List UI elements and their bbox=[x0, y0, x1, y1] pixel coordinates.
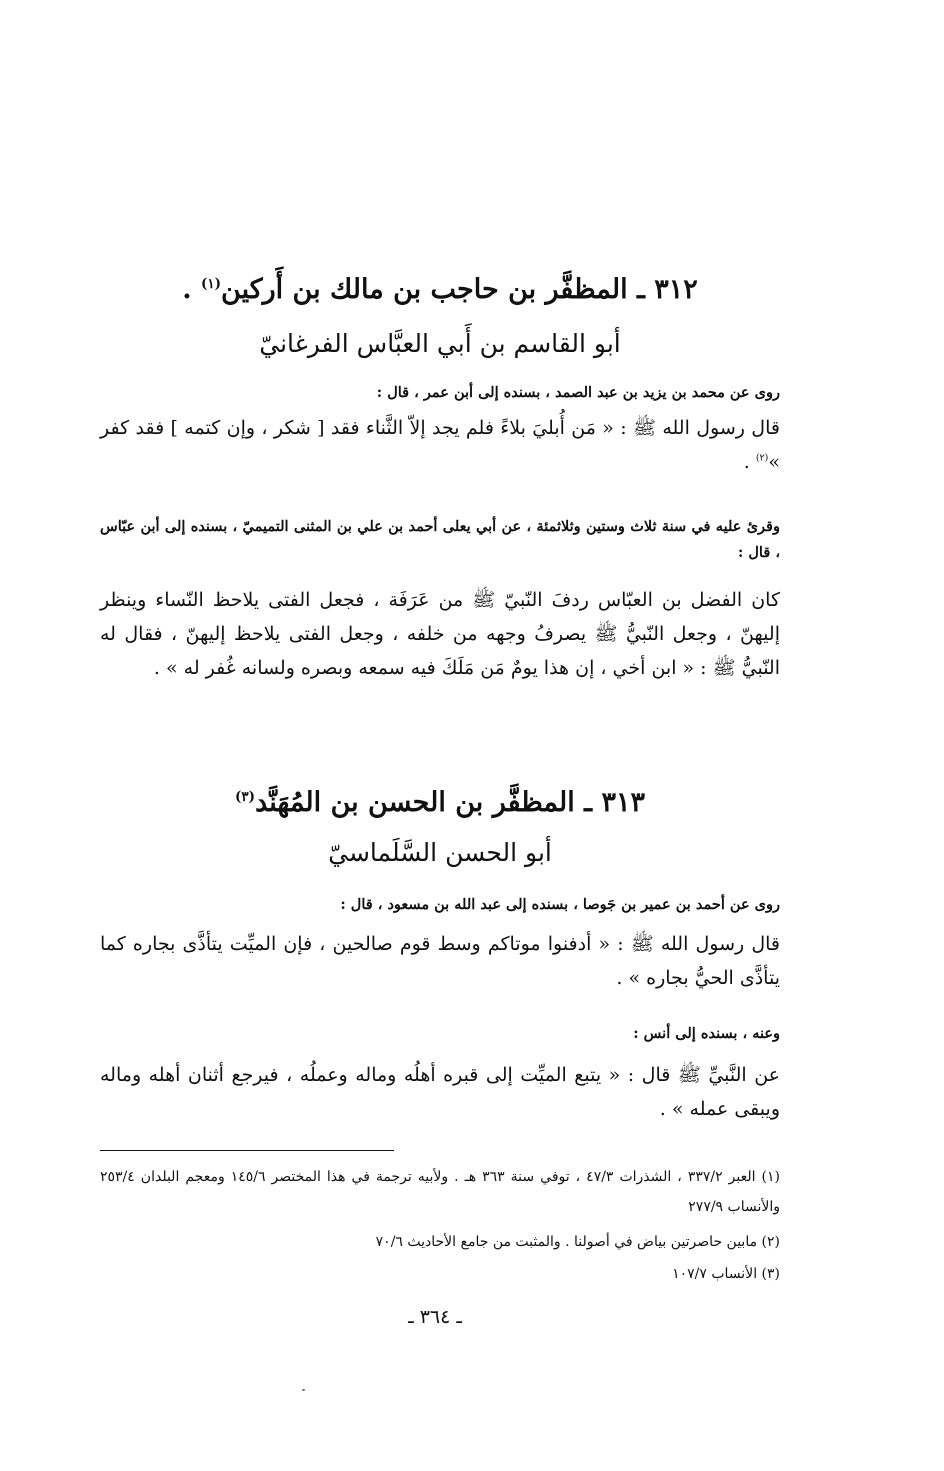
entry-313-kunya: أبو الحسن السَّلَماسيّ bbox=[328, 838, 552, 867]
entry-313-narration-2-text: عن النَّبيِّ ﷺ قال : « يتبع الميِّت إلى قبره أهلُه وماله وعملُه ، فيرجع أثنان أهله وماله ويبقى عمله » . bbox=[100, 1064, 780, 1120]
footnote-3: (٣) الأنساب ١٠٧/٧ bbox=[672, 1266, 780, 1282]
entry-312-title: ٣١٢ ـ المظفَّر بن حاجب بن مالك بن أَركين$^{(١)}$ . bbox=[182, 274, 698, 305]
entry-312-narration-2-text: كان الفضل بن العبّاس ردفَ النّبيّ ﷺ من عَرَفَة ، فجعل الفتى يلاحظ النّساء وينظر إليهنّ ، وجعل النّبيُّ ﷺ يصرفُ وجهه من خلفه ، وجعل الفتى يلاحظ إليهنّ ، فقال له النّبيُّ ﷺ : « ابن أخي ، إن هذا يومٌ مَن مَلَكَ فيه سمعه وبصره ولسانه غُفر له » . bbox=[100, 589, 780, 679]
entry-312-narration-1-intro: روى عن محمد بن يزيد بن عبد الصمد ، بسنده إلى أبن عمر ، قال : bbox=[376, 384, 780, 401]
page-number: ـ ٣٦٤ ـ bbox=[408, 1306, 462, 1328]
footnote-ref-3: (٣) bbox=[235, 789, 256, 805]
footnote-separator bbox=[100, 1150, 394, 1151]
entry-313-title: ٣١٣ ـ المظفَّر بن الحسن بن المُهَنَّد$^{(٣)}$ bbox=[235, 787, 645, 818]
scan-speck bbox=[302, 1389, 305, 1391]
entry-313-narration-1-intro: روى عن أحمد بن عمير بن جَوصا ، بسنده إلى عبد الله بن مسعود ، قال : bbox=[340, 896, 780, 913]
entry-312-narration-1-text: قال رسول الله ﷺ : « مَن أُبليَ بلاءً فلم يجد إلاّ الثَّناء فقد [ شكر ، وإن كتمه ] فقد كفر »$^{(٢)}$ . bbox=[100, 417, 780, 473]
footnote-ref-2: (٢) bbox=[755, 452, 769, 464]
entry-312-kunya: أبو القاسم بن أَبي العبَّاس الفرغانيّ bbox=[259, 329, 621, 358]
footnote-1: (١) العبر ٣٣٧/٢ ، الشذرات ٤٧/٣ ، توفي سنة ٣٦٣ هـ . ولأبيه ترجمة في هذا المختصر ١٤٥/٦ ومعجم البلدان ٢٥٣/٤ والأنساب ٢٧٧/٩ bbox=[100, 1169, 780, 1215]
entry-312-narration-2-intro: وقرئ عليه في سنة ثلاث وستين وثلاثمئة ، عن أبي يعلى أحمد بن علي بن المثنى التميميّ ، بسنده إلى أبن عبّاس ، قال : bbox=[100, 518, 780, 561]
entry-313-narration-1-text: قال رسول الله ﷺ : « أدفنوا موتاكم وسط قوم صالحين ، فإن الميِّت يتأذَّى بجاره كما يتأذَّى الحيُّ بجاره » . bbox=[100, 933, 780, 989]
footnote-ref-1: (١) bbox=[201, 276, 222, 292]
book-page bbox=[100, 0, 780, 1471]
footnote-2: (٢) مابين حاصرتين بياض في أصولنا . والمثبت من جامع الأحاديث ٧٠/٦ bbox=[375, 1234, 780, 1250]
entry-313-narration-2-intro: وعنه ، بسنده إلى أنس : bbox=[633, 1025, 780, 1042]
